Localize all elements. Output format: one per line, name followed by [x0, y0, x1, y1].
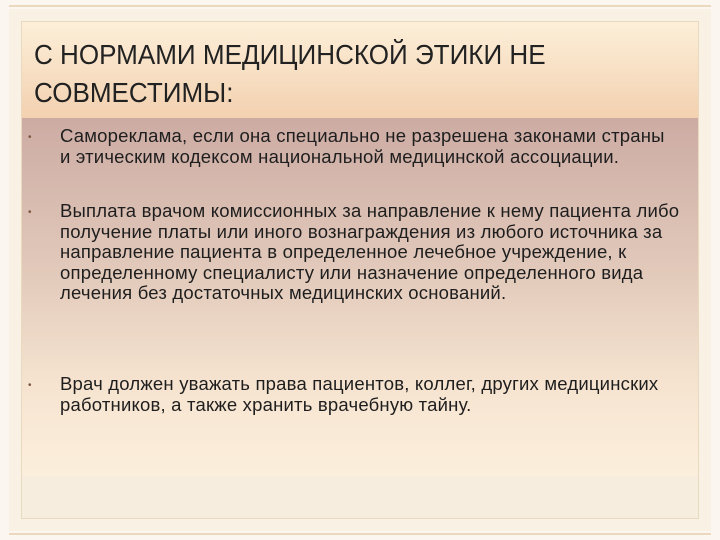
- bullet-2-rest: либо получение платы или иного вознаграждения из любого источника за направление пациента в определенное лечебное учреждение, к определенному специалисту или назначение определенного вида лечения без достаточных медицинских оснований.: [60, 200, 680, 303]
- bullet-1-rest: если она специально не разрешена законами страны и этическим кодексом национальной медицинской ассоциации.: [60, 125, 665, 167]
- bullet-2-emphasis: Выплата врачом комиссионных за направление к нему пациента: [60, 200, 632, 221]
- content-panel: [22, 118, 698, 476]
- slide-title: С НОРМАМИ МЕДИЦИНСКОЙ ЭТИКИ НЕ СОВМЕСТИМЫ:: [34, 39, 546, 108]
- bullet-3-rest: пациентов, коллег, других медицинских работников, а также хранить врачебную тайну.: [60, 373, 659, 415]
- title-bar: [22, 22, 698, 118]
- bullet-text-3: [60, 374, 680, 415]
- bottom-stripe: [9, 533, 711, 535]
- bullet-1-emphasis: Самореклама,: [60, 125, 188, 146]
- bullet-text-1: [60, 126, 680, 167]
- bullet-3-pre: Врач должен: [60, 373, 180, 394]
- top-stripe: [9, 5, 711, 7]
- bullet-3-emphasis: уважать права: [179, 373, 307, 394]
- bullet-text-2: [60, 201, 680, 304]
- bullet-icon: •: [28, 132, 32, 143]
- bullet-icon: •: [28, 207, 32, 218]
- bullet-icon: •: [28, 380, 32, 391]
